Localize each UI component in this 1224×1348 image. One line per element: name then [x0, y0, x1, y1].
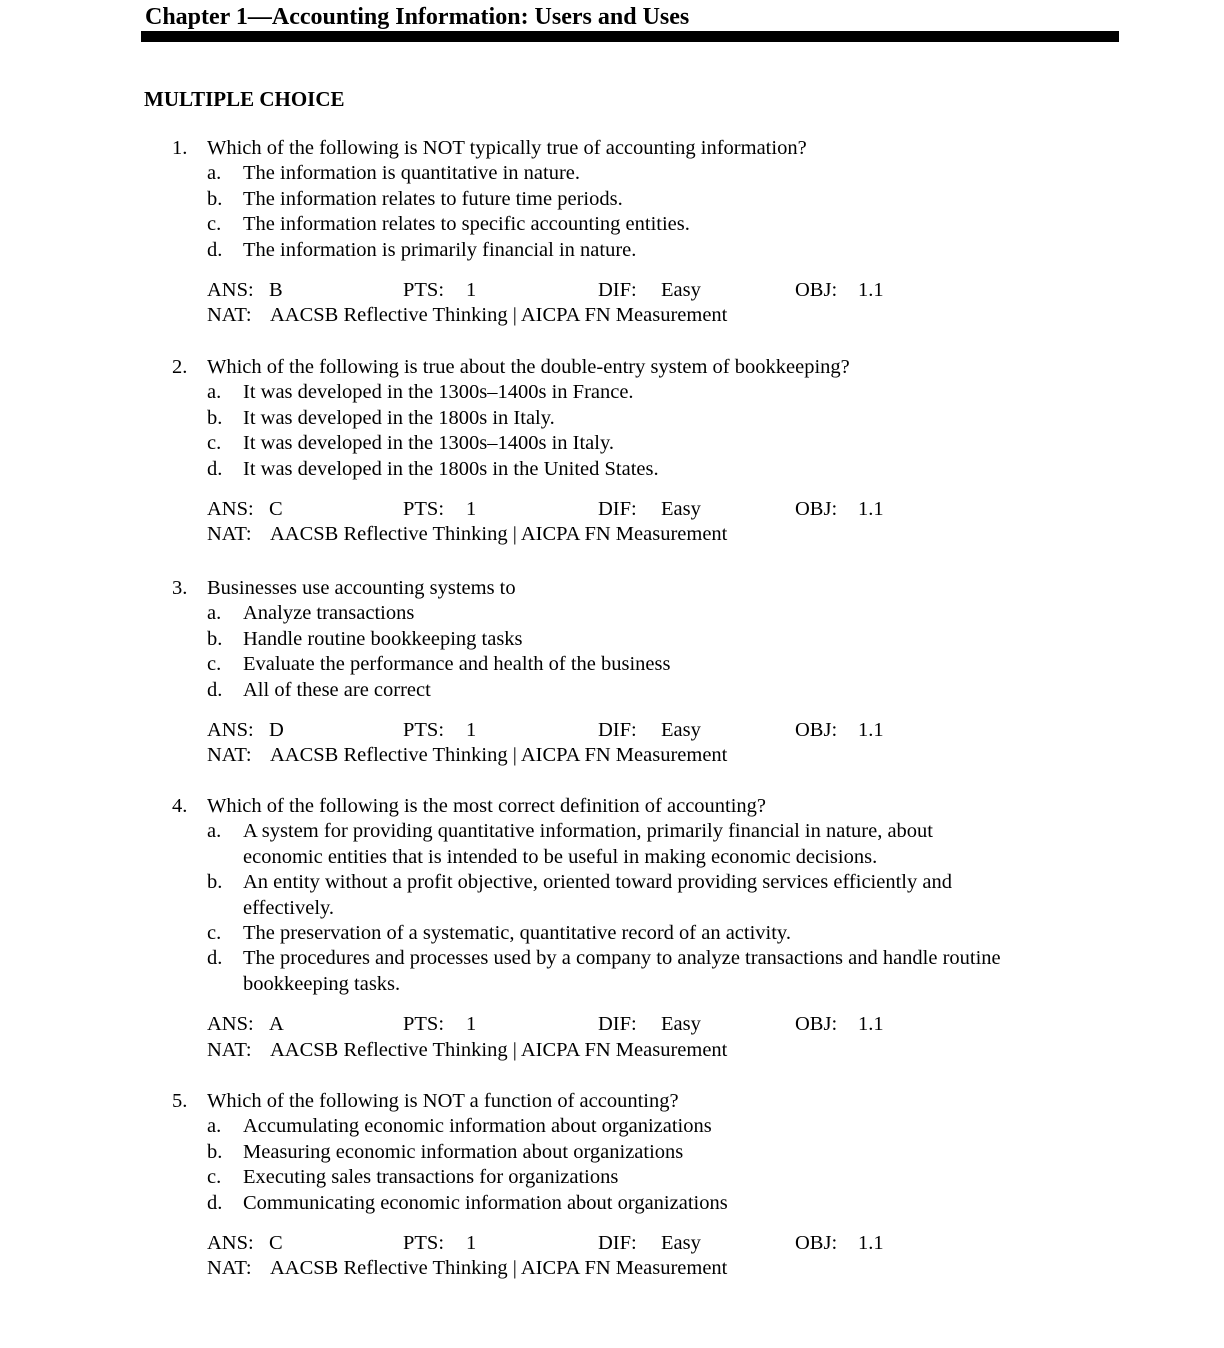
option: [0, 1191, 1224, 1216]
pts-label: PTS:: [403, 1232, 445, 1255]
option-letter: b.: [207, 406, 223, 429]
ans-label: ANS:: [207, 498, 254, 521]
question-3: [0, 576, 1224, 769]
question-stem: Which of the following is NOT a function of accounting?: [207, 1090, 679, 1112]
pts-value: 1: [466, 498, 477, 521]
question-2: [0, 355, 1224, 548]
question-number: 2.: [172, 356, 188, 378]
nat-value: AACSB Reflective Thinking | AICPA FN Measurement: [270, 1257, 728, 1280]
pts-label: PTS:: [403, 498, 445, 521]
nat-label: NAT:: [207, 744, 252, 767]
pts-label: PTS:: [403, 1013, 445, 1036]
option-text: A system for providing quantitative information, primarily financial in nature, about economic entities that is intended to be useful in making economic decisions.: [243, 820, 934, 868]
option: [0, 601, 1224, 626]
option-letter: d.: [207, 238, 223, 261]
option-letter: b.: [207, 871, 223, 894]
question-number: 5.: [172, 1090, 188, 1112]
nat-label: NAT:: [207, 1038, 252, 1061]
option-letter: b.: [207, 1140, 223, 1163]
nat-value: AACSB Reflective Thinking | AICPA FN Measurement: [270, 1038, 728, 1061]
option: [0, 212, 1224, 237]
option-text: The procedures and processes used by a company to analyze transactions and handle routine bookkeeping tasks.: [243, 947, 1001, 995]
dif-value: Easy: [661, 1013, 701, 1036]
option: [0, 819, 1224, 870]
option-letter: b.: [207, 187, 223, 210]
obj-label: OBJ:: [795, 279, 838, 302]
option: [0, 652, 1224, 677]
option: [0, 406, 1224, 431]
obj-value: 1.1: [858, 719, 884, 742]
answer-metadata: [0, 278, 1224, 329]
option-text: Measuring economic information about organizations: [243, 1140, 684, 1163]
ans-label: ANS:: [207, 279, 254, 302]
option-letter: d.: [207, 678, 223, 701]
option: [0, 380, 1224, 405]
option-text: It was developed in the 1800s in the United States.: [243, 457, 659, 480]
answer-metadata: [0, 718, 1224, 769]
dif-label: DIF:: [598, 498, 637, 521]
answer-metadata: [0, 1231, 1224, 1282]
dif-label: DIF:: [598, 1232, 637, 1255]
option-text: The information is quantitative in nature.: [243, 162, 581, 185]
ans-value: A: [269, 1013, 284, 1036]
chapter-title: Chapter 1—Accounting Information: Users and Uses: [145, 4, 690, 30]
option-text: Analyze transactions: [243, 602, 415, 625]
pts-label: PTS:: [403, 719, 445, 742]
nat-label: NAT:: [207, 523, 252, 546]
option-letter: a.: [207, 381, 222, 404]
option-text: It was developed in the 1300s–1400s in France.: [243, 381, 634, 404]
nat-value: AACSB Reflective Thinking | AICPA FN Measurement: [270, 523, 728, 546]
option-text: It was developed in the 1300s–1400s in Italy.: [243, 432, 615, 455]
question-stem: Which of the following is the most correct definition of accounting?: [207, 795, 767, 817]
option-letter: b.: [207, 627, 223, 650]
option: [0, 627, 1224, 652]
obj-value: 1.1: [858, 279, 884, 302]
option-text: Executing sales transactions for organizations: [243, 1166, 619, 1189]
option: [0, 431, 1224, 456]
section-heading: MULTIPLE CHOICE: [144, 87, 345, 111]
obj-value: 1.1: [858, 1232, 884, 1255]
ans-label: ANS:: [207, 719, 254, 742]
dif-label: DIF:: [598, 1013, 637, 1036]
obj-value: 1.1: [858, 1013, 884, 1036]
option-text: Evaluate the performance and health of the business: [243, 653, 671, 676]
option: [0, 678, 1224, 703]
nat-label: NAT:: [207, 304, 252, 327]
dif-label: DIF:: [598, 279, 637, 302]
question-5: [0, 1089, 1224, 1282]
obj-label: OBJ:: [795, 1013, 838, 1036]
pts-value: 1: [466, 719, 477, 742]
ans-label: ANS:: [207, 1013, 254, 1036]
option: [0, 946, 1224, 997]
pts-value: 1: [466, 1013, 477, 1036]
option: [0, 921, 1224, 946]
title-rule: [141, 31, 1119, 42]
nat-label: NAT:: [207, 1257, 252, 1280]
dif-value: Easy: [661, 1232, 701, 1255]
obj-label: OBJ:: [795, 1232, 838, 1255]
option-letter: a.: [207, 162, 222, 185]
pts-value: 1: [466, 279, 477, 302]
question-4: [0, 794, 1224, 1063]
option-letter: a.: [207, 602, 222, 625]
option-text: Handle routine bookkeeping tasks: [243, 627, 523, 650]
ans-label: ANS:: [207, 1232, 254, 1255]
ans-value: C: [269, 1232, 283, 1255]
nat-value: AACSB Reflective Thinking | AICPA FN Measurement: [270, 744, 728, 767]
nat-value: AACSB Reflective Thinking | AICPA FN Measurement: [270, 304, 728, 327]
pts-value: 1: [466, 1232, 477, 1255]
ans-value: C: [269, 498, 283, 521]
option: [0, 1140, 1224, 1165]
question-stem: Businesses use accounting systems to: [207, 577, 516, 599]
option-letter: c.: [207, 213, 222, 236]
option: [0, 238, 1224, 263]
option-text: Accumulating economic information about organizations: [243, 1115, 712, 1138]
option-text: An entity without a profit objective, oriented toward providing services efficiently and effectively.: [243, 871, 952, 919]
obj-value: 1.1: [858, 498, 884, 521]
question-number: 3.: [172, 577, 188, 599]
question-number: 4.: [172, 795, 188, 817]
dif-value: Easy: [661, 279, 701, 302]
option-text: The preservation of a systematic, quantitative record of an activity.: [243, 922, 791, 945]
dif-label: DIF:: [598, 719, 637, 742]
question-number: 1.: [172, 137, 188, 159]
option-letter: c.: [207, 432, 222, 455]
question-stem: Which of the following is true about the double-entry system of bookkeeping?: [207, 356, 850, 378]
option: [0, 161, 1224, 186]
answer-metadata: [0, 497, 1224, 548]
obj-label: OBJ:: [795, 719, 838, 742]
option-letter: c.: [207, 922, 222, 945]
option-text: The information relates to future time periods.: [243, 187, 623, 210]
option: [0, 457, 1224, 482]
option-text: The information relates to specific accounting entities.: [243, 213, 690, 236]
pts-label: PTS:: [403, 279, 445, 302]
option-text: The information is primarily financial in nature.: [243, 238, 637, 261]
option: [0, 870, 1224, 921]
answer-metadata: [0, 1012, 1224, 1063]
option-letter: c.: [207, 1166, 222, 1189]
option-letter: d.: [207, 1191, 223, 1214]
option-letter: d.: [207, 947, 223, 970]
option-letter: c.: [207, 653, 222, 676]
option-text: All of these are correct: [243, 678, 431, 701]
ans-value: D: [269, 719, 284, 742]
question-1: [0, 136, 1224, 329]
ans-value: B: [269, 279, 283, 302]
option: [0, 1114, 1224, 1139]
dif-value: Easy: [661, 719, 701, 742]
dif-value: Easy: [661, 498, 701, 521]
option-letter: a.: [207, 1115, 222, 1138]
option-text: Communicating economic information about organizations: [243, 1191, 728, 1214]
option: [0, 187, 1224, 212]
option-letter: a.: [207, 820, 222, 843]
option-text: It was developed in the 1800s in Italy.: [243, 406, 555, 429]
option-letter: d.: [207, 457, 223, 480]
question-stem: Which of the following is NOT typically true of accounting information?: [207, 137, 807, 159]
option: [0, 1165, 1224, 1190]
obj-label: OBJ:: [795, 498, 838, 521]
